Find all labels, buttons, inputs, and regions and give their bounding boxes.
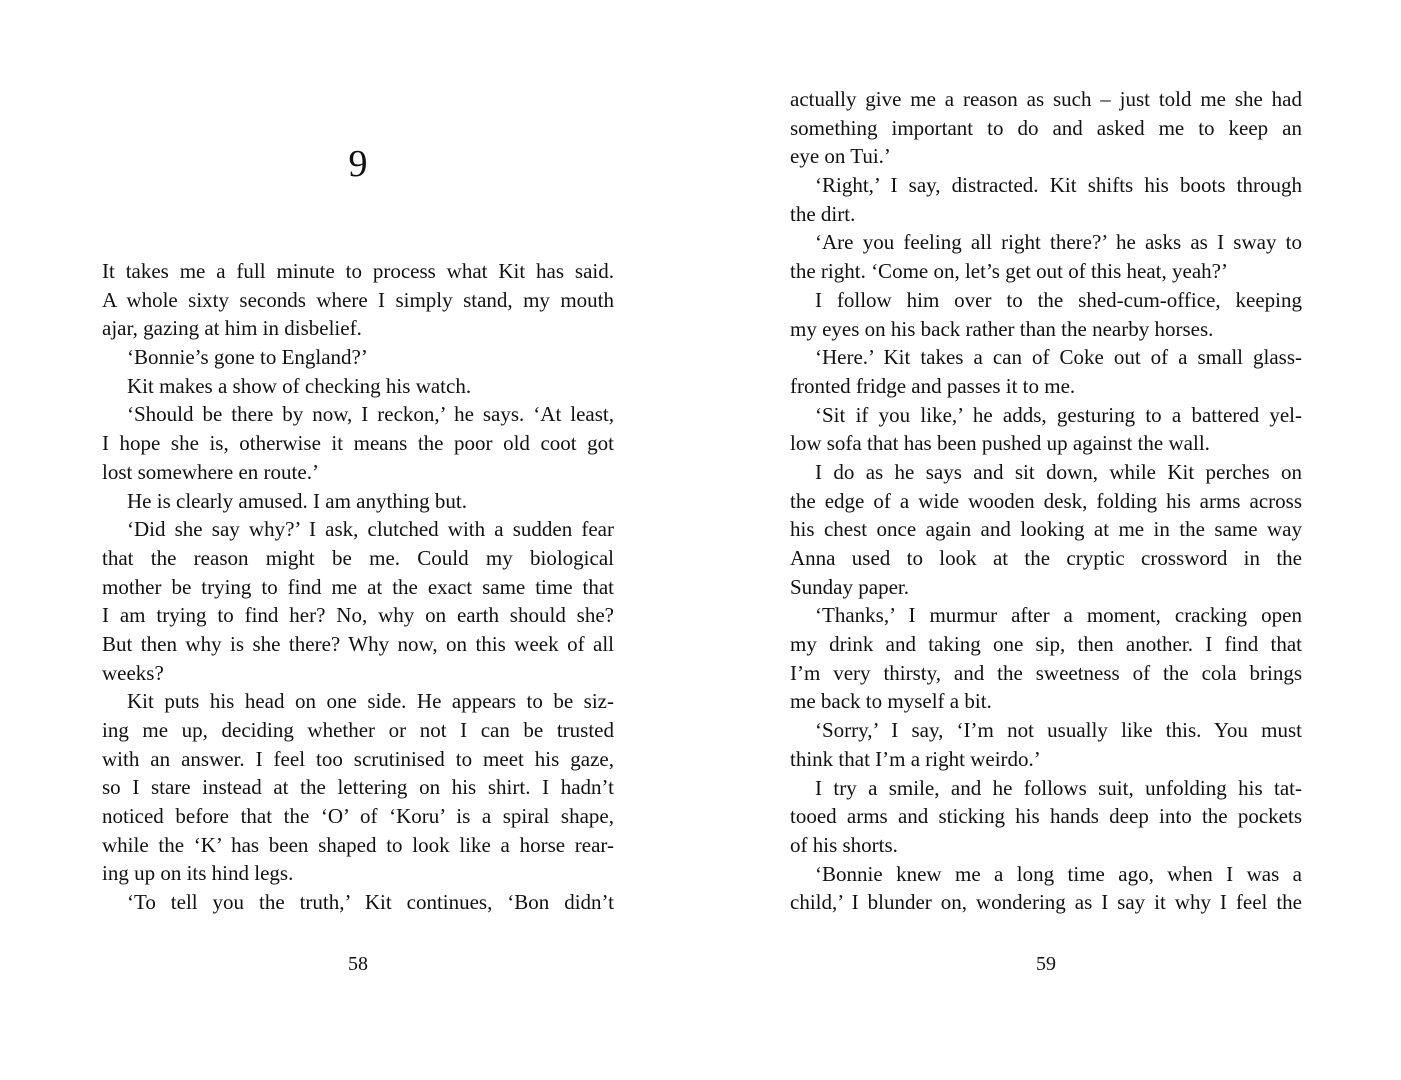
chapter-number: 9 (348, 143, 368, 185)
text-line: A whole sixty seconds where I simply stand, my mouth (102, 287, 614, 312)
text-line: ‘Thanks,’ I murmur after a moment, cracking open (815, 603, 1302, 628)
text-line: with an answer. I feel too scrutinised to meet his gaze, (102, 746, 614, 771)
text-line: He is clearly amused. I am anything but. (127, 488, 467, 513)
text-line: tooed arms and sticking his hands deep into the pockets (790, 804, 1302, 829)
text-line: my drink and taking one sip, then another. I find that (790, 632, 1302, 657)
text-line: my eyes on his back rather than the nearby horses. (790, 316, 1214, 341)
text-line: ‘Sit if you like,’ he adds, gesturing to a battered yel- (815, 402, 1302, 427)
text-line: something important to do and asked me to keep an (790, 115, 1302, 140)
text-line: ‘Sorry,’ I say, ‘I’m not usually like this. You must (815, 718, 1302, 743)
text-line: ‘Bonnie knew me a long time ago, when I was a (815, 861, 1302, 886)
text-line: ing up on its hind legs. (102, 861, 294, 886)
text-line: Kit puts his head on one side. He appears to be siz- (127, 689, 614, 714)
text-line: of his shorts. (790, 832, 898, 857)
text-line: ‘Should be there by now, I reckon,’ he says. ‘At least, (127, 402, 614, 427)
text-line: actually give me a reason as such – just told me she had (790, 87, 1302, 111)
page-number: 59 (1036, 953, 1056, 975)
text-line: the dirt. (790, 201, 856, 226)
text-line: me back to myself a bit. (790, 689, 992, 714)
text-line: mother be trying to find me at the exact same time that (102, 574, 614, 599)
text-line: I try a smile, and he follows suit, unfolding his tat- (815, 775, 1302, 800)
text-line: ‘Are you feeling all right there?’ he asks as I sway to (815, 230, 1302, 255)
text-line: Anna used to look at the cryptic crossword in the (790, 546, 1302, 570)
text-line: eye on Tui.’ (790, 144, 891, 169)
text-line: low sofa that has been pushed up against the wall. (790, 431, 1210, 456)
text-line: ‘Bonnie’s gone to England?’ (127, 345, 368, 370)
right-page-text (790, 85, 1302, 917)
text-line: ‘To tell you the truth,’ Kit continues, ‘Bon didn’t (127, 890, 614, 915)
text-line: Kit makes a show of checking his watch. (127, 373, 472, 398)
text-line: think that I’m a right weirdo.’ (790, 746, 1041, 771)
text-line: ajar, gazing at him in disbelief. (102, 316, 362, 341)
text-line: Sunday paper. (790, 574, 909, 599)
text-line: that the reason might be me. Could my biological (102, 545, 614, 570)
right-page (700, 0, 1401, 1080)
text-line: It takes me a full minute to process what Kit has said. (102, 259, 614, 283)
text-line: fronted fridge and passes it to me. (790, 373, 1076, 398)
text-line: child,’ I blunder on, wondering as I say it why I feel the (790, 890, 1302, 915)
text-line: noticed before that the ‘O’ of ‘Koru’ is a spiral shape, (102, 804, 614, 829)
text-line: lost somewhere en route.’ (102, 459, 319, 484)
text-line: the edge of a wide wooden desk, folding his arms across (790, 488, 1302, 513)
text-line: ing me up, deciding whether or not I can be trusted (102, 718, 614, 742)
text-line: so I stare instead at the lettering on his shirt. I hadn’t (102, 775, 614, 800)
text-line: his chest once again and looking at me in the same way (790, 517, 1302, 542)
left-page (0, 0, 700, 1080)
text-line: I hope she is, otherwise it means the poor old coot got (102, 431, 614, 456)
left-page-text (102, 257, 614, 917)
text-line: ‘Here.’ Kit takes a can of Coke out of a small glass- (815, 345, 1302, 370)
page-number: 58 (348, 953, 368, 975)
text-line: I do as he says and sit down, while Kit perches on (815, 459, 1302, 484)
text-line: I am trying to find her? No, why on earth should she? (102, 603, 614, 628)
text-line: weeks? (102, 660, 164, 685)
text-line: ‘Right,’ I say, distracted. Kit shifts his boots through (815, 173, 1302, 198)
text-line: while the ‘K’ has been shaped to look like a horse rear- (102, 832, 614, 857)
text-line: the right. ‘Come on, let’s get out of this heat, yeah?’ (790, 259, 1228, 284)
text-line: I follow him over to the shed-cum-office, keeping (815, 287, 1302, 312)
text-line: ‘Did she say why?’ I ask, clutched with a sudden fear (127, 517, 614, 542)
text-line: But then why is she there? Why now, on this week of all (102, 631, 614, 656)
text-line: I’m very thirsty, and the sweetness of the cola brings (790, 660, 1302, 685)
